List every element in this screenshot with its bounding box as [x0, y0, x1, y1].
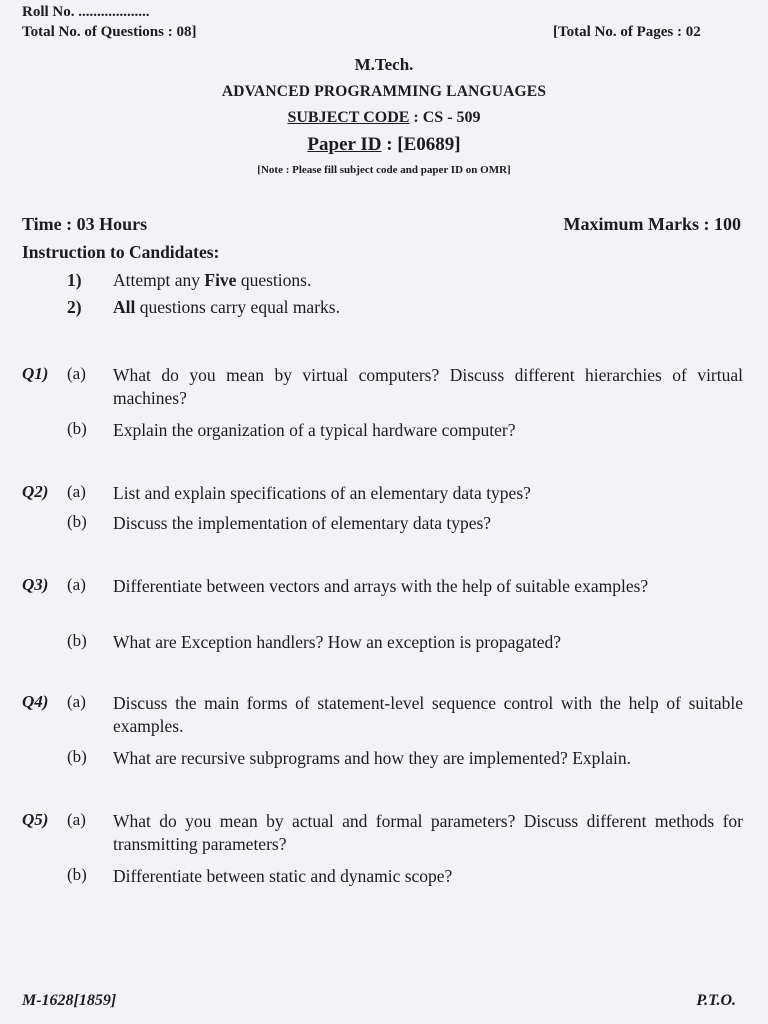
question-text: What are Exception handlers? How an exception is propagated?: [113, 632, 562, 652]
paper-id-value: : [E0689]: [386, 134, 461, 155]
course-title: M.Tech.: [354, 55, 414, 74]
subject-code-label: SUBJECT CODE: [287, 109, 410, 126]
total-questions: Total No. of Questions : 08]: [22, 24, 197, 40]
subject-title: ADVANCED PROGRAMMING LANGUAGES: [221, 83, 547, 100]
instruction-num: 2): [67, 297, 82, 317]
part-label: (b): [67, 419, 87, 438]
part-label: (b): [67, 865, 87, 884]
question-number: Q2): [22, 482, 49, 501]
question-number: Q4): [22, 692, 49, 711]
part-label: (b): [67, 512, 87, 531]
pto-label: P.T.O.: [696, 992, 736, 1009]
subject-code-value: : CS - 509: [413, 109, 481, 126]
instruction-num: 1): [67, 270, 82, 290]
subject-code: [0, 109, 768, 127]
part-label: (b): [67, 747, 87, 766]
question-number: Q3): [22, 575, 49, 594]
question-text: List and explain specifications of an elementary data types?: [113, 483, 531, 503]
paper-id-label: Paper ID: [307, 134, 382, 155]
omr-note: [Note : Please fill subject code and paper ID on OMR]: [257, 164, 511, 176]
question-text: What do you mean by virtual computers? Discuss different hierarchies of virtual machines?: [113, 365, 743, 408]
paper-code: M-1628[1859]: [22, 992, 117, 1009]
exam-time: Time : 03 Hours: [22, 214, 148, 234]
part-label: (a): [67, 575, 86, 594]
roll-no: Roll No. ...................: [22, 4, 150, 20]
question-text: Discuss the implementation of elementary data types?: [113, 513, 492, 533]
question-text: Differentiate between vectors and arrays with the help of suitable examples?: [113, 576, 649, 596]
total-pages: [Total No. of Pages : 02: [553, 24, 701, 40]
part-label: (a): [67, 810, 86, 829]
question-text: Differentiate between static and dynamic scope?: [113, 866, 453, 886]
part-label: (a): [67, 482, 86, 501]
question-text: What do you mean by actual and formal parameters? Discuss different methods for transmitting parameters?: [113, 811, 743, 854]
question-number: Q1): [22, 364, 49, 383]
part-label: (b): [67, 631, 87, 650]
question-text: What are recursive subprograms and how they are implemented? Explain.: [113, 748, 632, 768]
question-number: Q5): [22, 810, 49, 829]
instruction-item: All questions carry equal marks.: [113, 297, 340, 317]
question-text: Explain the organization of a typical hardware computer?: [113, 420, 516, 440]
instruction-title: Instruction to Candidates:: [22, 242, 220, 262]
paper-id: [0, 134, 768, 156]
question-text: Discuss the main forms of statement-level sequence control with the help of suitable examples.: [113, 693, 743, 736]
part-label: (a): [67, 364, 86, 383]
instruction-item: Attempt any Five questions.: [113, 270, 312, 290]
max-marks: Maximum Marks : 100: [563, 214, 741, 234]
part-label: (a): [67, 692, 86, 711]
